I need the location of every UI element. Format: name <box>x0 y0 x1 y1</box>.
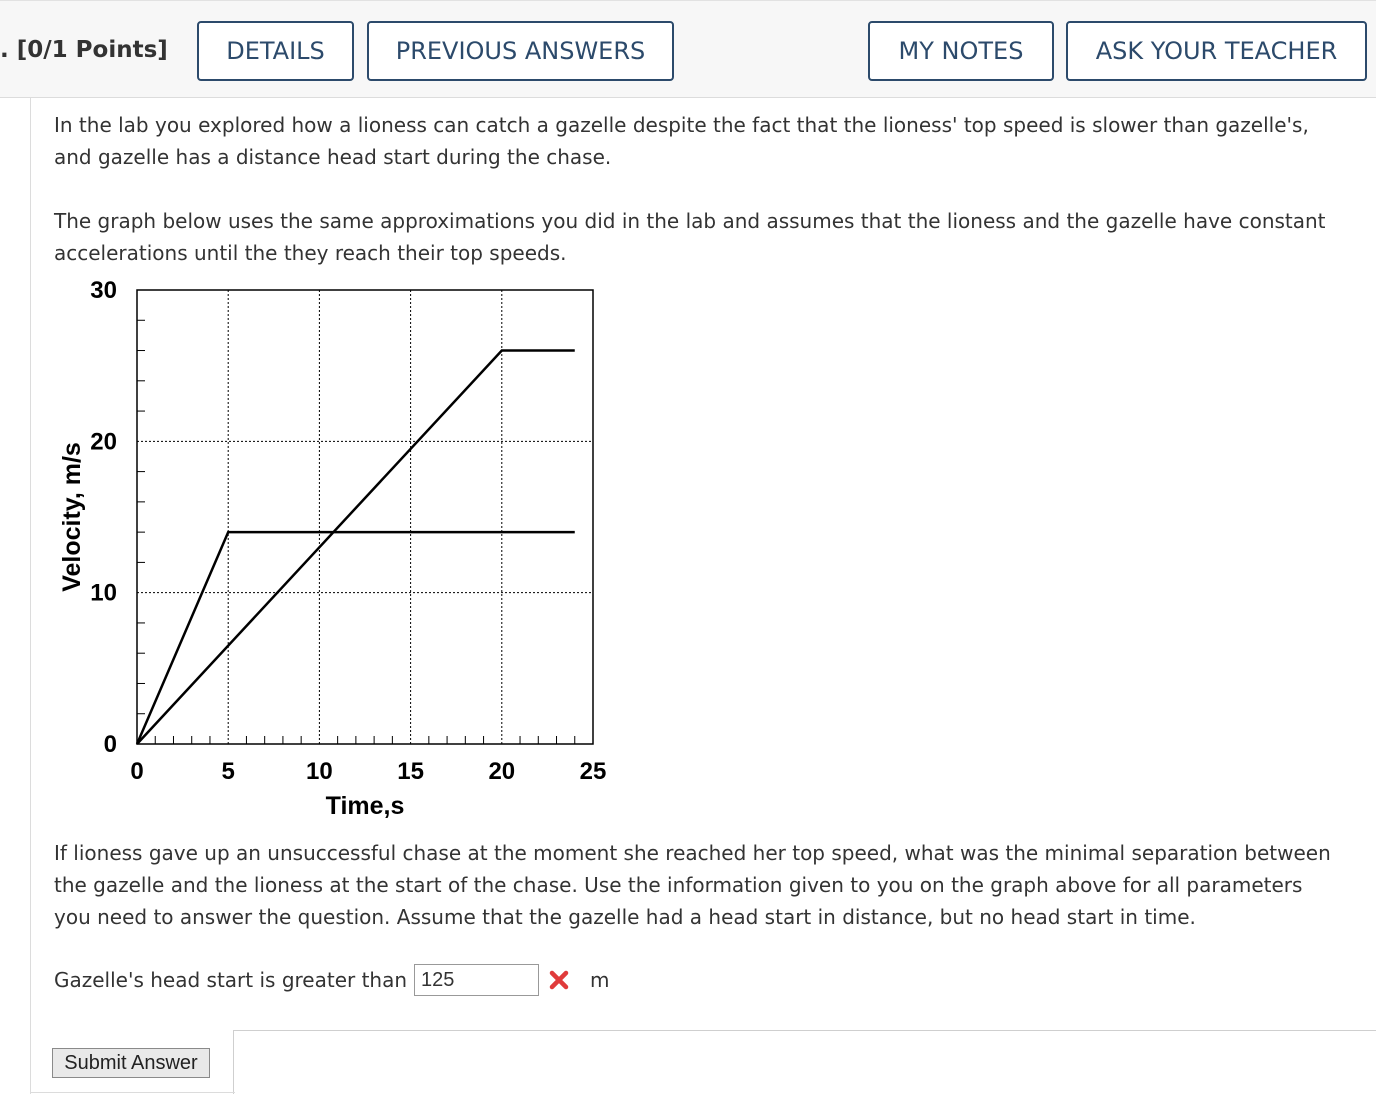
x-axis-label: Time,s <box>325 792 405 820</box>
ask-your-teacher-button[interactable]: ASK YOUR TEACHER <box>1066 21 1367 81</box>
y-tick-label: 20 <box>90 428 117 456</box>
y-tick-label: 30 <box>90 277 117 304</box>
incorrect-x-icon <box>548 969 570 991</box>
series-gazelle <box>137 351 575 744</box>
chart-series <box>137 351 575 744</box>
my-notes-button[interactable]: MY NOTES <box>868 21 1054 81</box>
intro-text: In the lab you explored how a lioness can catch a gazelle despite the fact that the lioness' top speed is slower than gazelle's, and gazelle has a distance head start during the chase. <box>54 113 1309 169</box>
x-tick-label: 5 <box>221 758 235 785</box>
y-axis-label: Velocity, m/s <box>58 442 86 592</box>
x-tick-label: 15 <box>397 758 424 785</box>
series-lioness <box>137 532 575 744</box>
question-header <box>0 0 1376 98</box>
submit-answer-button[interactable]: Submit Answer <box>52 1048 210 1078</box>
question-prompt-text: If lioness gave up an unsuccessful chase at the moment she reached her top speed, what was the minimal separation between the gazelle and the lioness at the start of the chase. Use the information given to you on the graph above for all parameters you need to answer the question. Assume that the gazelle had a head start in distance, but no head start in time. <box>54 841 1331 929</box>
y-tick-label: 0 <box>103 731 117 758</box>
x-tick-labels <box>130 758 606 785</box>
points-label: . [0/1 Points] <box>0 37 168 63</box>
y-tick-label: 10 <box>90 579 117 607</box>
answer-label: Gazelle's head start is greater than <box>54 968 408 992</box>
answer-input[interactable] <box>414 964 539 996</box>
details-button[interactable]: DETAILS <box>197 21 354 81</box>
velocity-time-chart <box>50 276 620 824</box>
answer-line <box>54 964 610 996</box>
chart-gridlines <box>137 290 593 744</box>
y-tick-labels <box>90 277 117 758</box>
x-tick-label: 0 <box>130 758 144 785</box>
chart-frame <box>137 290 593 744</box>
previous-answers-button[interactable]: PREVIOUS ANSWERS <box>367 21 674 81</box>
divider <box>30 1092 235 1093</box>
x-tick-label: 25 <box>579 758 607 785</box>
graph-description-text: The graph below uses the same approximations you did in the lab and assumes that the lioness and the gazelle have constant accelerations until the they reach their top speeds. <box>54 209 1326 265</box>
x-tick-label: 20 <box>488 758 516 785</box>
x-tick-label: 10 <box>306 758 333 785</box>
submit-area-frame <box>233 1030 1376 1094</box>
answer-unit: m <box>590 968 610 992</box>
